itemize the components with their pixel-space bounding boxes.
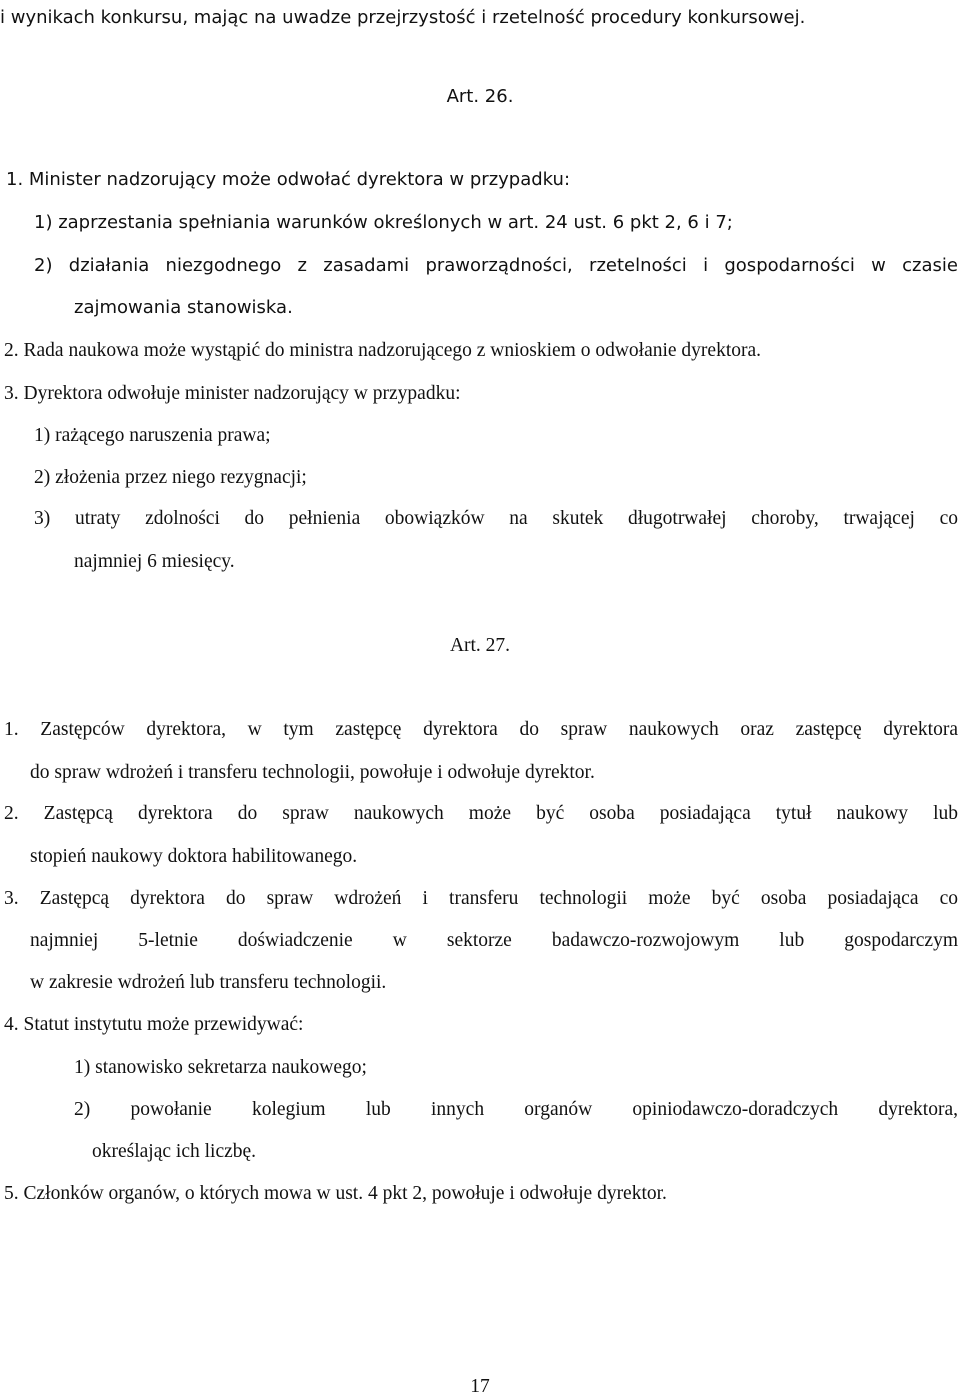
art27-paragraph-5: 5. Członków organów, o których mowa w ust. 4 pkt 2, powołuje i odwołuje dyrektor. [4,1183,667,1204]
article-27-heading: Art. 27. [449,635,511,656]
art27-paragraph-1-line-2: do spraw wdrożeń i transferu technologii, powołuje i odwołuje dyrektor. [30,762,595,783]
art27-paragraph-4: 4. Statut instytutu może przewidywać: [4,1014,304,1035]
art26-p3-item-2: 2) złożenia przez niego rezygnacji; [34,467,307,488]
art26-paragraph-1: 1. Minister nadzorujący może odwołać dyrektora w przypadku: [6,169,571,190]
article-26-heading: Art. 26. [446,86,514,107]
art26-p1-item-1: 1) zaprzestania spełniania warunków określonych w art. 24 ust. 6 pkt 2, 6 i 7; [34,212,733,233]
art27-paragraph-3-line-3: w zakresie wdrożeń lub transferu technologii. [30,972,387,993]
art26-p1-item-2-line-1: 2) działania niezgodnego z zasadami praworządności, rzetelności i gospodarności w czasie [34,255,958,276]
art27-paragraph-1-line-1: 1. Zastępców dyrektora, w tym zastępcę dyrektora do spraw naukowych oraz zastępcę dyrektora [4,719,958,740]
intro-line: i wynikach konkursu, mając na uwadze przejrzystość i rzetelność procedury konkursowej. [0,7,806,28]
art27-p4-item-2-line-2: określając ich liczbę. [92,1141,257,1162]
art27-p4-item-2-line-1: 2) powołanie kolegium lub innych organów opiniodawczo-doradczych dyrektora, [74,1099,958,1120]
page-number: 17 [470,1376,490,1397]
art27-paragraph-3-line-2: najmniej 5-letnie doświadczenie w sektorze badawczo-rozwojowym lub gospodarczym [30,930,958,951]
art26-p3-item-1: 1) rażącego naruszenia prawa; [34,425,271,446]
art26-paragraph-3: 3. Dyrektora odwołuje minister nadzorujący w przypadku: [4,383,461,404]
art27-p4-item-1: 1) stanowisko sekretarza naukowego; [74,1057,367,1078]
art27-paragraph-2-line-1: 2. Zastępcą dyrektora do spraw naukowych może być osoba posiadająca tytuł naukowy lub [4,803,958,824]
art26-p3-item-3-line-1: 3) utraty zdolności do pełnienia obowiązków na skutek długotrwałej choroby, trwającej co [34,508,958,529]
art26-paragraph-2: 2. Rada naukowa może wystąpić do ministra nadzorującego z wnioskiem o odwołanie dyrektora. [4,340,762,361]
art26-p1-item-2-line-2: zajmowania stanowiska. [74,297,293,318]
art26-p3-item-3-line-2: najmniej 6 miesięcy. [74,551,235,572]
art27-paragraph-3-line-1: 3. Zastępcą dyrektora do spraw wdrożeń i transferu technologii może być osoba posiadająca co [4,888,958,909]
art27-paragraph-2-line-2: stopień naukowy doktora habilitowanego. [30,846,358,867]
